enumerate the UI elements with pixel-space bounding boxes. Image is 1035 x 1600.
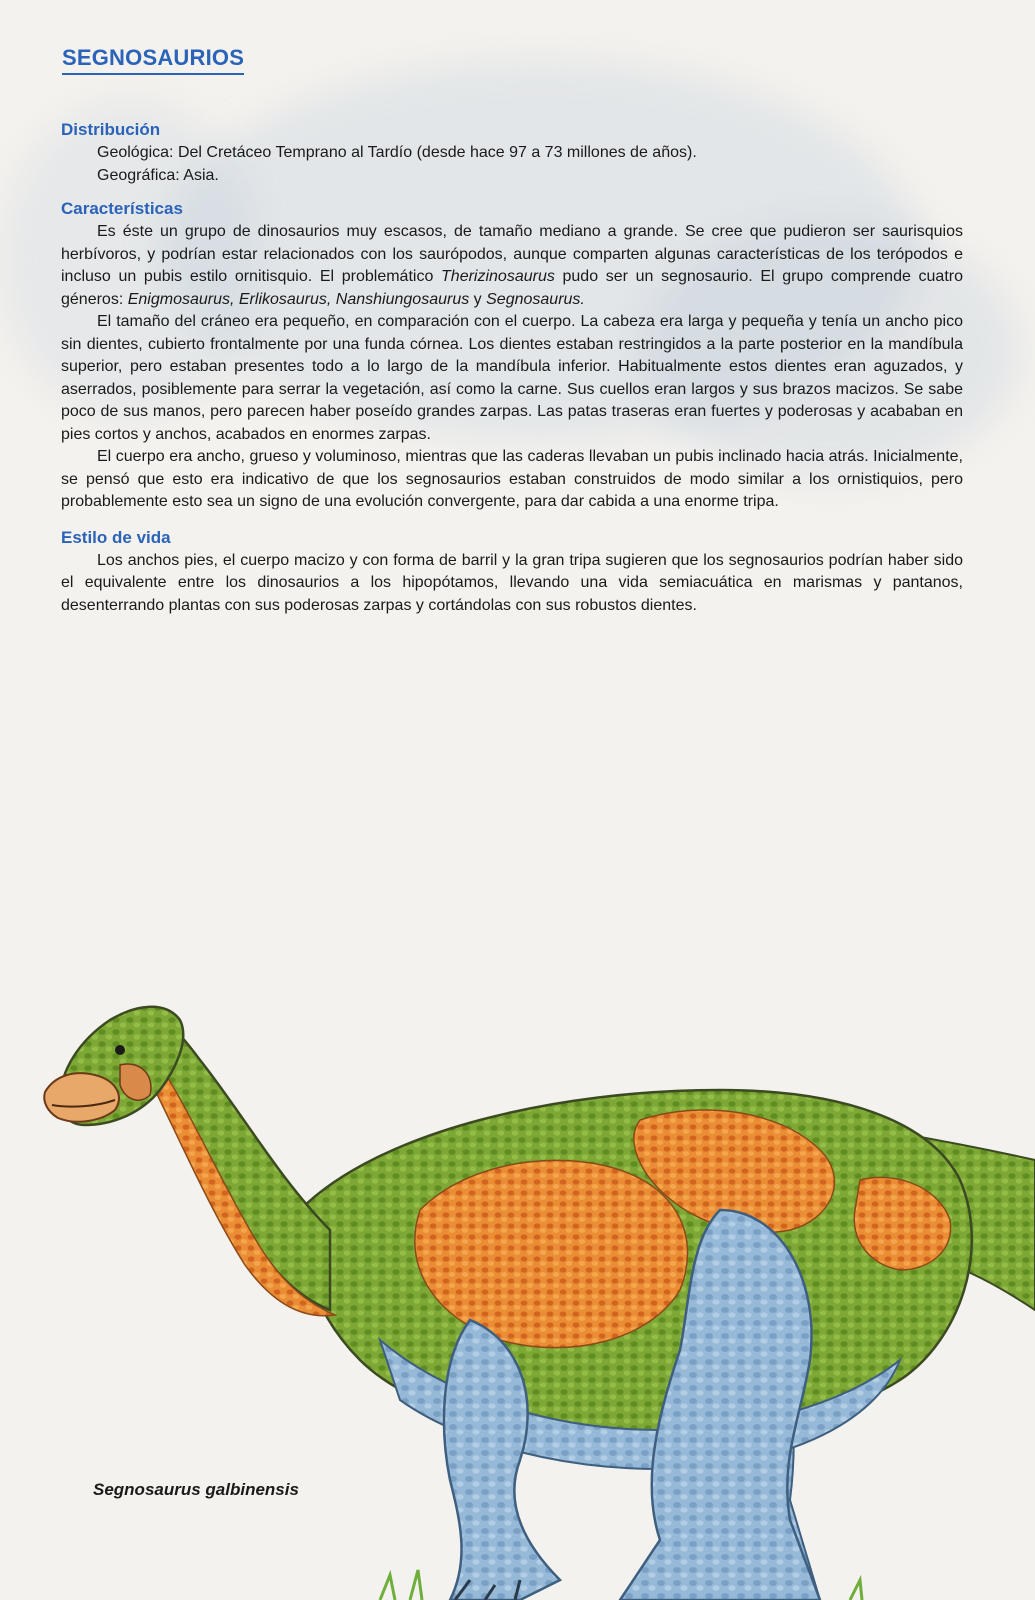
page-title: SEGNOSAURIOS <box>62 44 244 75</box>
heading-distribucion: Distribución <box>61 120 161 139</box>
taxon-segnosaurus: Segnosaurus. <box>486 290 585 308</box>
illustration-caption: Segnosaurus galbinensis <box>93 1480 299 1499</box>
distribucion-geologica: Geológica: Del Cretáceo Temprano al Tardío (desde hace 97 a 73 millones de años). <box>97 144 697 161</box>
text-run: y <box>469 290 487 308</box>
heading-estilo-de-vida: Estilo de vida <box>61 527 171 547</box>
main-text <box>61 118 963 617</box>
distribucion-geografica: Geográfica: Asia. <box>97 166 219 184</box>
text-run: pudo ser un segnosaurio. El grupo comprende cuatro géneros: <box>61 268 963 308</box>
taxon-genera: Enigmosaurus, Erlikosaurus, Nanshiungosaurus <box>127 290 470 308</box>
eye <box>115 1045 125 1055</box>
segnosaurus-illustration <box>0 980 1035 1600</box>
text-run: Es éste un grupo de dinosaurios muy escasos, de tamaño mediano a grande. Se cree que pudieron ser saurisquios herbívoros, y podrían estar relacionados con los saurópodos, aunque comparten algunas características de los terópodos e incluso un pubis estilo ornitisquio. El problemático <box>61 223 963 285</box>
caracteristicas-paragraph-2: El tamaño del cráneo era pequeño, en comparación con el cuerpo. La cabeza era larga y pequeña y tenía un ancho pico sin dientes, cubierto frontalmente por una funda córnea. Los dientes estaban restringidos a la parte posterior en la mandíbula superior, pero estaban presentes todo a lo largo de la mandíbula inferior. Habitualmente estos dientes eran aguzados, y aserrados, posiblemente para serrar la vegetación, así como la carne. Sus cuellos eran largos y sus brazos macizos. Se sabe poco de sus manos, pero parecen haber poseído grandes zarpas. Las patas traseras eran fuertes y poderosas y acababan en pies cortos y anchos, acabados en enormes zarpas. <box>61 313 963 443</box>
caracteristicas-paragraph-3: El cuerpo era ancho, grueso y voluminoso, mientras que las caderas llevaban un pubis inclinado hacia atrás. Inicialmente, se pensó que esto era indicativo de que los segnosaurios estaban construidos de modo similar a los ornistiquios, pero probablemente esto sea un signo de una evolución convergente, para dar cabida a una enorme tripa. <box>61 448 963 510</box>
taxon-therizinosaurus: Therizinosaurus <box>441 268 555 285</box>
beak <box>44 1073 119 1122</box>
heading-caracteristicas: Características <box>61 199 183 218</box>
caracteristicas-paragraph-1 <box>61 221 963 311</box>
estilo-paragraph-1: Los anchos pies, el cuerpo macizo y con forma de barril y la gran tripa sugieren que los segnosaurios podrían haber sido el equivalente entre los dinosaurios a los hipopótamos, llevando una vida semiacuática en marismas y pantanos, desenterrando plantas con sus poderosas zarpas y cortándolas con sus robustos dientes. <box>61 551 963 614</box>
